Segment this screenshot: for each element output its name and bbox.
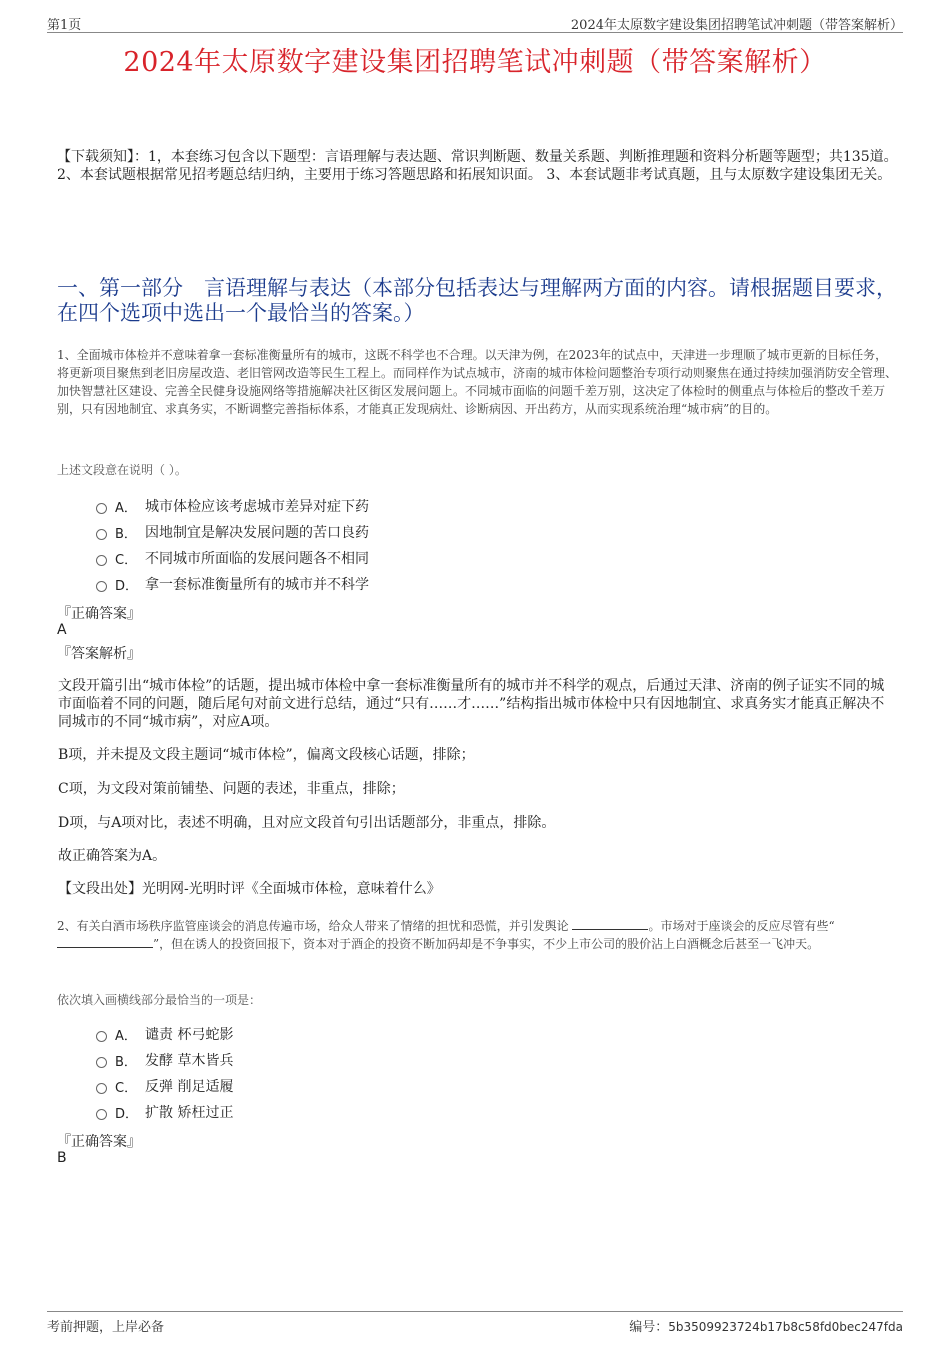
question-1-option-c[interactable]: C． 不同城市所面临的发展问题各不相同: [96, 548, 369, 568]
analysis-paragraph: 文段开篇引出“城市体检”的话题，提出城市体检中拿一套标准衡量所有的城市并不科学的观点，后通过天津、济南的例子证实不同的城市面临着不同的问题，随后尾句对前文进行总结，通过“只有……才……”结构指出城市体检中只有因地制宜、求真务实才能真正解决不同城市的不同“城市病”，对应A项。: [58, 678, 885, 730]
radio-icon[interactable]: [96, 555, 107, 566]
question-2-prompt: 依次填入画横线部分最恰当的一项是：: [57, 993, 262, 1007]
radio-icon[interactable]: [96, 1031, 107, 1042]
page-number: 第1页: [47, 18, 82, 33]
question-1-option-a[interactable]: A． 城市体检应该考虑城市差异对症下药: [96, 496, 369, 516]
document-title: 2024年太原数字建设集团招聘笔试冲刺题（带答案解析）: [123, 47, 827, 78]
question-1-analysis-label: 『答案解析』: [57, 646, 141, 662]
analysis-source: 【文段出处】光明网-光明时评《全面城市体检，意味着什么》: [58, 881, 441, 897]
question-1-prompt: 上述文段意在说明（ ）。: [57, 463, 187, 477]
analysis-paragraph: D项，与A项对比，表述不明确，且对应文段首句引出话题部分，非重点，排除。: [58, 815, 556, 831]
question-1-option-d[interactable]: D． 拿一套标准衡量所有的城市并不科学: [96, 574, 369, 594]
analysis-paragraph: B项，并未提及文段主题词“城市体检”，偏离文段核心话题，排除；: [58, 747, 475, 763]
question-2-text: 2、有关白酒市场秩序监管座谈会的消息传遍市场，给众人带来了情绪的担忧和恐慌，并引发舆论 。市场对于座谈会的反应尽管有些“”，但在诱人的投资回报下，资本对于酒企的投资不断加码却是不争事实，不少上市公司的股价沾上白酒概念后甚至一飞冲天。: [57, 919, 835, 951]
radio-icon[interactable]: [96, 1057, 107, 1068]
fill-blank-2[interactable]: [57, 935, 153, 948]
radio-icon[interactable]: [96, 1083, 107, 1094]
question-1-text: 1、全面城市体检并不意味着拿一套标准衡量所有的城市，这既不科学也不合理。以天津为例，在2023年的试点中，天津进一步理顺了城市更新的目标任务，将更新项目聚焦到老旧房屋改造、老旧管网改造等民生工程上。而同样作为试点城市，济南的城市体检问题整治专项行动则聚焦在通过持续加强消防安全管理、加快智慧社区建设、完善全民健身设施网络等措施解决社区街区发展问题上。不同城市面临的问题千差万别，这决定了体检时的侧重点与体检后的整改千差万别，只有因地制宜、求真务实，不断调整完善指标体系，才能真正发现病灶、诊断病因、开出药方，从而实现系统治理“城市病”的目的。: [57, 348, 898, 416]
analysis-paragraph: C项，为文段对策前铺垫、问题的表述，非重点，排除；: [58, 781, 405, 797]
question-1-answer-label: 『正确答案』: [57, 606, 141, 622]
page-header: [47, 10, 903, 33]
footer-slogan: 考前押题，上岸必备: [47, 1320, 165, 1335]
header-doc-title: 2024年太原数字建设集团招聘笔试冲刺题（带答案解析）: [570, 18, 903, 33]
question-2-answer-label: 『正确答案』: [57, 1134, 141, 1150]
radio-icon[interactable]: [96, 581, 107, 592]
question-2-answer: B: [57, 1150, 67, 1166]
analysis-conclusion: 故正确答案为A。: [58, 848, 167, 864]
radio-icon[interactable]: [96, 1109, 107, 1120]
radio-icon[interactable]: [96, 503, 107, 514]
radio-icon[interactable]: [96, 529, 107, 540]
question-2-option-a[interactable]: A． 谴责 杯弓蛇影: [96, 1024, 233, 1044]
fill-blank-1[interactable]: [572, 917, 648, 930]
section-heading: 一、第一部分 言语理解与表达（本部分包括表达与理解两方面的内容。请根据题目要求，在四个选项中选出一个最恰当的答案。）: [57, 276, 897, 325]
question-2-option-b[interactable]: B． 发酵 草木皆兵: [96, 1050, 233, 1070]
document-code: 编号：5b3509923724b17b8c58fd0bec247fda: [629, 1320, 903, 1335]
question-1-option-b[interactable]: B． 因地制宜是解决发展问题的苦口良药: [96, 522, 369, 542]
download-notice: 【下载须知】：1，本套练习包含以下题型：言语理解与表达题、常识判断题、数量关系题、判断推理题和资料分析题等题型；共135道。 2、本套试题根据常见招考题总结归纳，主要用于练习答题思路和拓展知识面。 3、本套试题非考试真题，且与太原数字建设集团无关。: [57, 149, 898, 183]
question-2-option-d[interactable]: D． 扩散 矫枉过正: [96, 1102, 233, 1122]
question-2-option-c[interactable]: C． 反弹 削足适履: [96, 1076, 233, 1096]
question-1-answer: A: [57, 622, 67, 638]
page-footer: [47, 1311, 903, 1336]
